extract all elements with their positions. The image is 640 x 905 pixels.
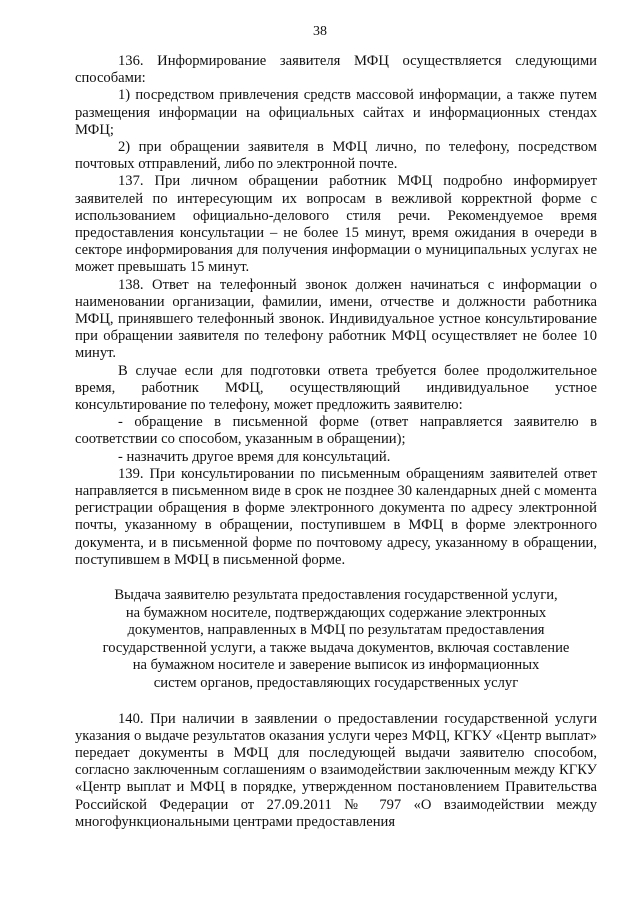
paragraph-136: 136. Информирование заявителя МФЦ осуществляется следующими способами:	[75, 53, 597, 87]
paragraph-139: 139. При консультировании по письменным обращениям заявителей ответ направляется в письменном виде в срок не позднее 30 календарных дней с момента регистрации обращения в форме электронного документа по адресу электронной почты, указанному в обращении, поступившем в МФЦ в форме электронного документа, и в письменной форме по почтовому адресу, указанному в обращении, поступившем в МФЦ в письменной форме.	[75, 465, 597, 568]
document-body	[75, 53, 597, 831]
paragraph-137: 137. При личном обращении работник МФЦ подробно информирует заявителей по интересующим их вопросам в вежливой корректной форме с использованием официально-делового стиля речи. Рекомендуемое время предоставления консультации – не более 15 минут, время ожидания в очереди в секторе информирования для получения информации о муниципальных услугах не может превышать 15 минут.	[75, 173, 597, 276]
section-heading-line: на бумажном носителе, подтверждающих содержание электронных	[125, 604, 547, 621]
paragraph-136-item-1: 1) посредством привлечения средств массовой информации, а также путем размещения информации на официальных сайтах и информационных стендах МФЦ;	[75, 87, 597, 138]
paragraph-138-option-2: - назначить другое время для консультаций.	[118, 448, 391, 465]
paragraph-136-item-2: 2) при обращении заявителя в МФЦ лично, по телефону, посредством почтовых отправлений, либо по электронной почте.	[75, 139, 597, 173]
paragraph-138-option-1: - обращение в письменной форме (ответ направляется заявителю в соответствии со способом, указанным в обращении);	[75, 414, 597, 448]
paragraph-138-case: В случае если для подготовки ответа требуется более продолжительное время, работник МФЦ, осуществляющий индивидуальное устное консультирование по телефону, может предложить заявителю:	[75, 362, 597, 414]
section-heading-line: на бумажном носителе и заверение выписок из информационных	[132, 657, 540, 674]
page-number: 38	[313, 24, 327, 39]
section-heading	[75, 587, 597, 693]
section-heading-line: систем органов, предоставляющих государственных услуг	[153, 675, 519, 692]
section-heading-line: документов, направленных в МФЦ по результатам предоставления	[127, 622, 545, 639]
section-heading-line: Выдача заявителю результата предоставления государственной услуги,	[114, 587, 558, 604]
paragraph-138: 138. Ответ на телефонный звонок должен начинаться с информации о наименовании организации, фамилии, имени, отчестве и должности работника МФЦ, принявшего телефонный звонок. Индивидуальное устное консультирование при обращении заявителя по телефону работник МФЦ осуществляет не более 10 минут.	[75, 276, 597, 362]
paragraph-140: 140. При наличии в заявлении о предоставлении государственной услуги указания о выдаче результатов оказания услуги через МФЦ, КГКУ «Центр выплат» передает документы в МФЦ для последующей выдачи заявителю способом, согласно заключенным соглашениям о взаимодействии заключенным между КГКУ «Центр выплат и МФЦ в порядке, утвержденном постановлением Правительства Российской Федерации от 27.09.2011 № 797 «О взаимодействии между многофункциональными центрами предоставления	[75, 710, 597, 830]
section-heading-line: государственной услуги, а также выдача документов, включая составление	[102, 639, 570, 656]
